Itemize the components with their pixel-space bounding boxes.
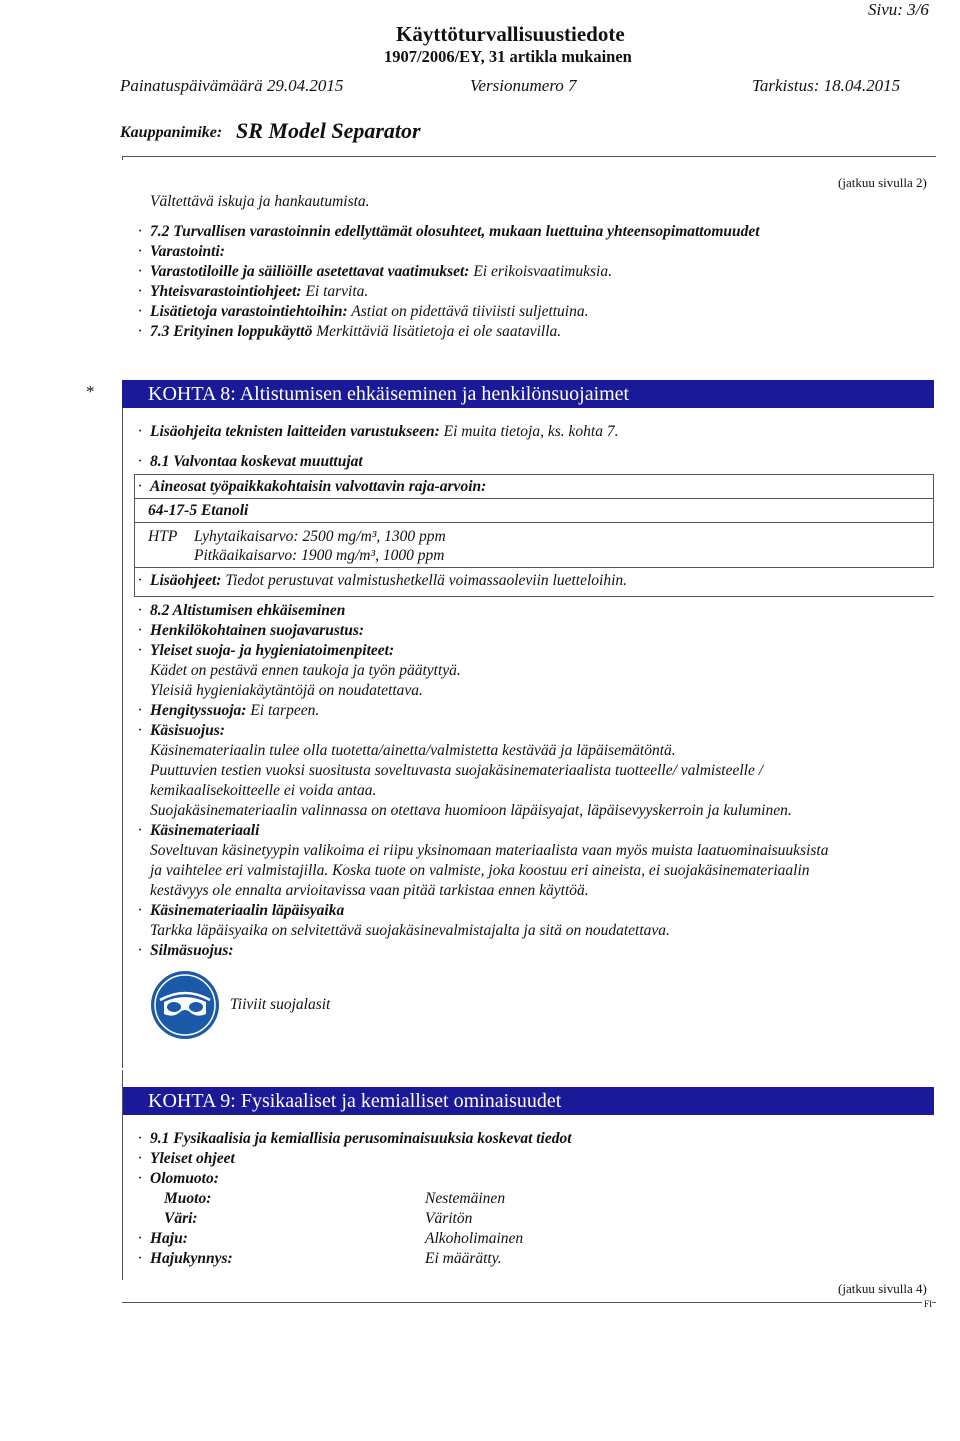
s8-hand-line-1: Käsinemateriaalin tulee olla tuotetta/ainetta/valmistetta kestävää ja läpäisemätöntä. xyxy=(150,742,676,759)
s8-hand-protection-text: Käsisuojus: xyxy=(150,722,225,739)
s8-limit-values: · Aineosat työpaikkakohtaisin valvottavin raja-arvoin: xyxy=(138,478,487,495)
s8-additional-info-label: Lisäohjeet: xyxy=(150,572,222,589)
s7-2-heading-text: 7.2 Turvallisen varastoinnin edellyttämät olosuhteet, mukaan luettuina yhteensopimattomuudet xyxy=(150,223,760,240)
s7-storage-text: Varastointi: xyxy=(150,243,225,260)
continued-from-note: (jatkuu sivulla 2) xyxy=(838,175,927,190)
s8-general-measures-text: Yleiset suoja- ja hygieniatoimenpiteet: xyxy=(150,642,395,659)
s8-respiratory-value: Ei tarpeen. xyxy=(250,702,320,719)
s9-1-heading: · 9.1 Fysikaalisia ja kemiallisia perusominaisuuksia koskevat tiedot xyxy=(138,1130,572,1147)
s7-more-info-label: Lisätietoja varastointiehtoihin: xyxy=(150,303,348,320)
s8-ppe: · Henkilökohtainen suojavarustus: xyxy=(138,622,365,639)
odor-threshold-label: Hajukynnys: xyxy=(150,1250,233,1267)
s8-general-line-1: Kädet on pestävä ennen taukoja ja työn päätyttyä. xyxy=(150,662,461,679)
trade-name: SR Model Separator xyxy=(236,118,421,143)
s8-general-line-2: Yleisiä hygieniakäytäntöjä on noudatettava. xyxy=(150,682,423,699)
goggles-label: Tiiviit suojalasit xyxy=(230,996,331,1013)
color-value: Väritön xyxy=(425,1210,473,1227)
color-label: Väri: xyxy=(164,1210,198,1227)
s9-odor: · Haju: xyxy=(138,1230,188,1247)
odor-label: Haju: xyxy=(150,1230,188,1247)
s8-material-line-1: Soveltuvan käsinetyypin valikoima ei riipu yksinomaan materiaalista vaan myös muista laatuominaisuuksista xyxy=(150,842,829,859)
s9-general: · Yleiset ohjeet xyxy=(138,1150,235,1167)
s8-tech-equipment: · Lisäohjeita teknisten laitteiden varustukseen: Ei muita tietoja, ks. kohta 7. xyxy=(138,423,619,440)
s8-respiratory-label: Hengityssuoja: xyxy=(150,702,247,719)
substance-ethanol: 64-17-5 Etanoli xyxy=(148,502,249,519)
document-title: Käyttöturvallisuustiedote xyxy=(396,22,625,46)
s9-odor-threshold: · Hajukynnys: xyxy=(138,1250,233,1267)
s7-requirements-label: Varastotiloille ja säiliöille asetettavat vaatimukset: xyxy=(150,263,470,280)
form-label: Muoto: xyxy=(164,1190,212,1207)
s8-hand-line-4: Suojakäsinemateriaalin valinnassa on otettava huomioon läpäisyajat, läpäisevyyskerroin ja kuluminen. xyxy=(150,802,792,819)
footer-rule xyxy=(122,1302,936,1303)
s7-line-avoid: Vältettävä iskuja ja hankautumista. xyxy=(150,193,370,210)
s8-general-measures: · Yleiset suoja- ja hygieniatoimenpiteet: xyxy=(138,642,395,659)
limits-header-rule xyxy=(134,498,934,499)
s8-tech-equipment-value: Ei muita tietoja, ks. kohta 7. xyxy=(443,423,619,440)
s8-eye-protection-text: Silmäsuojus: xyxy=(150,942,234,959)
s8-material-line-2: ja vaihtelee eri valmistajilla. Koska tuote on valmiste, joka koostuu eri aineista, ei suojakäsinemateriaalin xyxy=(150,862,810,879)
odor-value: Alkoholimainen xyxy=(425,1230,524,1247)
long-term-value: Pitkäaikaisarvo: 1900 mg/m³, 1000 ppm xyxy=(194,547,445,564)
s8-glove-material-text: Käsinemateriaali xyxy=(150,822,260,839)
htp-label: HTP xyxy=(148,528,178,545)
limits-box-left xyxy=(134,474,135,597)
s9-appearance-text: Olomuoto: xyxy=(150,1170,219,1187)
s8-2-heading: · 8.2 Altistumisen ehkäiseminen xyxy=(138,602,346,619)
limits-box-bottom xyxy=(134,596,934,597)
revision-date: Tarkistus: 18.04.2015 xyxy=(752,76,901,95)
form-value: Nestemäinen xyxy=(425,1190,506,1207)
revision-star: * xyxy=(86,382,95,401)
section-9-left-border xyxy=(122,1070,123,1280)
section-9-heading: KOHTA 9: Fysikaaliset ja kemialliset ominaisuudet xyxy=(122,1087,934,1115)
document-subtitle: 1907/2006/EY, 31 artikla mukainen xyxy=(384,47,632,66)
s9-general-text: Yleiset ohjeet xyxy=(150,1150,235,1167)
header-divider xyxy=(122,156,936,157)
s8-penetration-line-1: Tarkka läpäisyaika on selvitettävä suojakäsinevalmistajalta ja sitä on noudatettava. xyxy=(150,922,670,939)
s8-additional-info: · Lisäohjeet: Tiedot perustuvat valmistushetkellä voimassaoleviin luetteloihin. xyxy=(138,572,627,589)
s8-hand-line-2: Puuttuvien testien vuoksi suositusta soveltuvasta suojakäsinemateriaalista tuotteelle/ valmisteelle / xyxy=(150,762,764,779)
s7-storage: · Varastointi: xyxy=(138,243,225,260)
s7-requirements-value: Ei erikoisvaatimuksia. xyxy=(473,263,612,280)
s7-more-info: · Lisätietoja varastointiehtoihin: Astiat on pidettävä tiiviisti suljettuina. xyxy=(138,303,589,320)
page-number: Sivu: 3/6 xyxy=(868,0,929,19)
s8-hand-line-3: kemikaalisekoitteelle ei voida antaa. xyxy=(150,782,377,799)
s8-hand-protection: · Käsisuojus: xyxy=(138,722,225,739)
s7-joint-storage-label: Yhteisvarastointiohjeet: xyxy=(150,283,302,300)
s7-more-info-value: Astiat on pidettävä tiiviisti suljettuina. xyxy=(351,303,589,320)
s8-respiratory: · Hengityssuoja: Ei tarpeen. xyxy=(138,702,320,719)
s8-1-heading-text: 8.1 Valvontaa koskevat muuttujat xyxy=(150,453,363,470)
s7-joint-storage-value: Ei tarvita. xyxy=(305,283,369,300)
s8-material-line-3: kestävyys ole ennalta arvioitavissa vaan pitää tarkistaa ennen käyttöä. xyxy=(150,882,589,899)
s8-ppe-text: Henkilökohtainen suojavarustus: xyxy=(150,622,365,639)
section-8-left-border xyxy=(122,408,123,1068)
s8-limit-values-text: Aineosat työpaikkakohtaisin valvottavin raja-arvoin: xyxy=(150,478,487,495)
s8-glove-material: · Käsinemateriaali xyxy=(138,822,260,839)
language-code: FI xyxy=(924,1299,933,1309)
s8-tech-equipment-label: Lisäohjeita teknisten laitteiden varustukseen: xyxy=(150,423,440,440)
odor-threshold-value: Ei määrätty. xyxy=(425,1250,502,1267)
s8-penetration-time: · Käsinemateriaalin läpäisyaika xyxy=(138,902,345,919)
s8-2-heading-text: 8.2 Altistumisen ehkäiseminen xyxy=(150,602,346,619)
goggles-icon xyxy=(150,970,220,1040)
s7-end-use-value: Merkittäviä lisätietoja ei ole saatavilla. xyxy=(316,323,562,340)
trade-name-label: Kauppanimike: xyxy=(120,124,223,141)
s8-1-heading: · 8.1 Valvontaa koskevat muuttujat xyxy=(138,453,363,470)
section-8-heading: KOHTA 8: Altistumisen ehkäiseminen ja henkilönsuojaimet xyxy=(122,380,934,408)
limits-box-mid xyxy=(134,567,934,568)
s7-end-use-label: 7.3 Erityinen loppukäyttö xyxy=(150,323,313,340)
s8-additional-info-value: Tiedot perustuvat valmistushetkellä voimassaoleviin luetteloihin. xyxy=(225,572,627,589)
s8-eye-protection: · Silmäsuojus: xyxy=(138,942,234,959)
s8-penetration-time-text: Käsinemateriaalin läpäisyaika xyxy=(150,902,345,919)
short-term-value: Lyhytaikaisarvo: 2500 mg/m³, 1300 ppm xyxy=(194,528,446,545)
s7-joint-storage: · Yhteisvarastointiohjeet: Ei tarvita. xyxy=(138,283,369,300)
header-left-border xyxy=(122,156,123,160)
s7-requirements: · Varastotiloille ja säiliöille asetettavat vaatimukset: Ei erikoisvaatimuksia. xyxy=(138,263,612,280)
continued-on-note: (jatkuu sivulla 4) xyxy=(838,1281,927,1296)
limits-box-top xyxy=(134,474,934,475)
limits-box-right xyxy=(933,474,934,568)
s9-1-heading-text: 9.1 Fysikaalisia ja kemiallisia perusominaisuuksia koskevat tiedot xyxy=(150,1130,572,1147)
limits-substance-rule xyxy=(134,522,934,523)
print-date: Painatuspäivämäärä 29.04.2015 xyxy=(120,76,344,95)
version-number: Versionumero 7 xyxy=(470,76,577,95)
s9-appearance: · Olomuoto: xyxy=(138,1170,219,1187)
s7-end-use: · 7.3 Erityinen loppukäyttö Merkittäviä lisätietoja ei ole saatavilla. xyxy=(138,323,562,340)
s7-2-heading: · 7.2 Turvallisen varastoinnin edellyttämät olosuhteet, mukaan luettuina yhteensopimattomuudet xyxy=(138,223,760,240)
